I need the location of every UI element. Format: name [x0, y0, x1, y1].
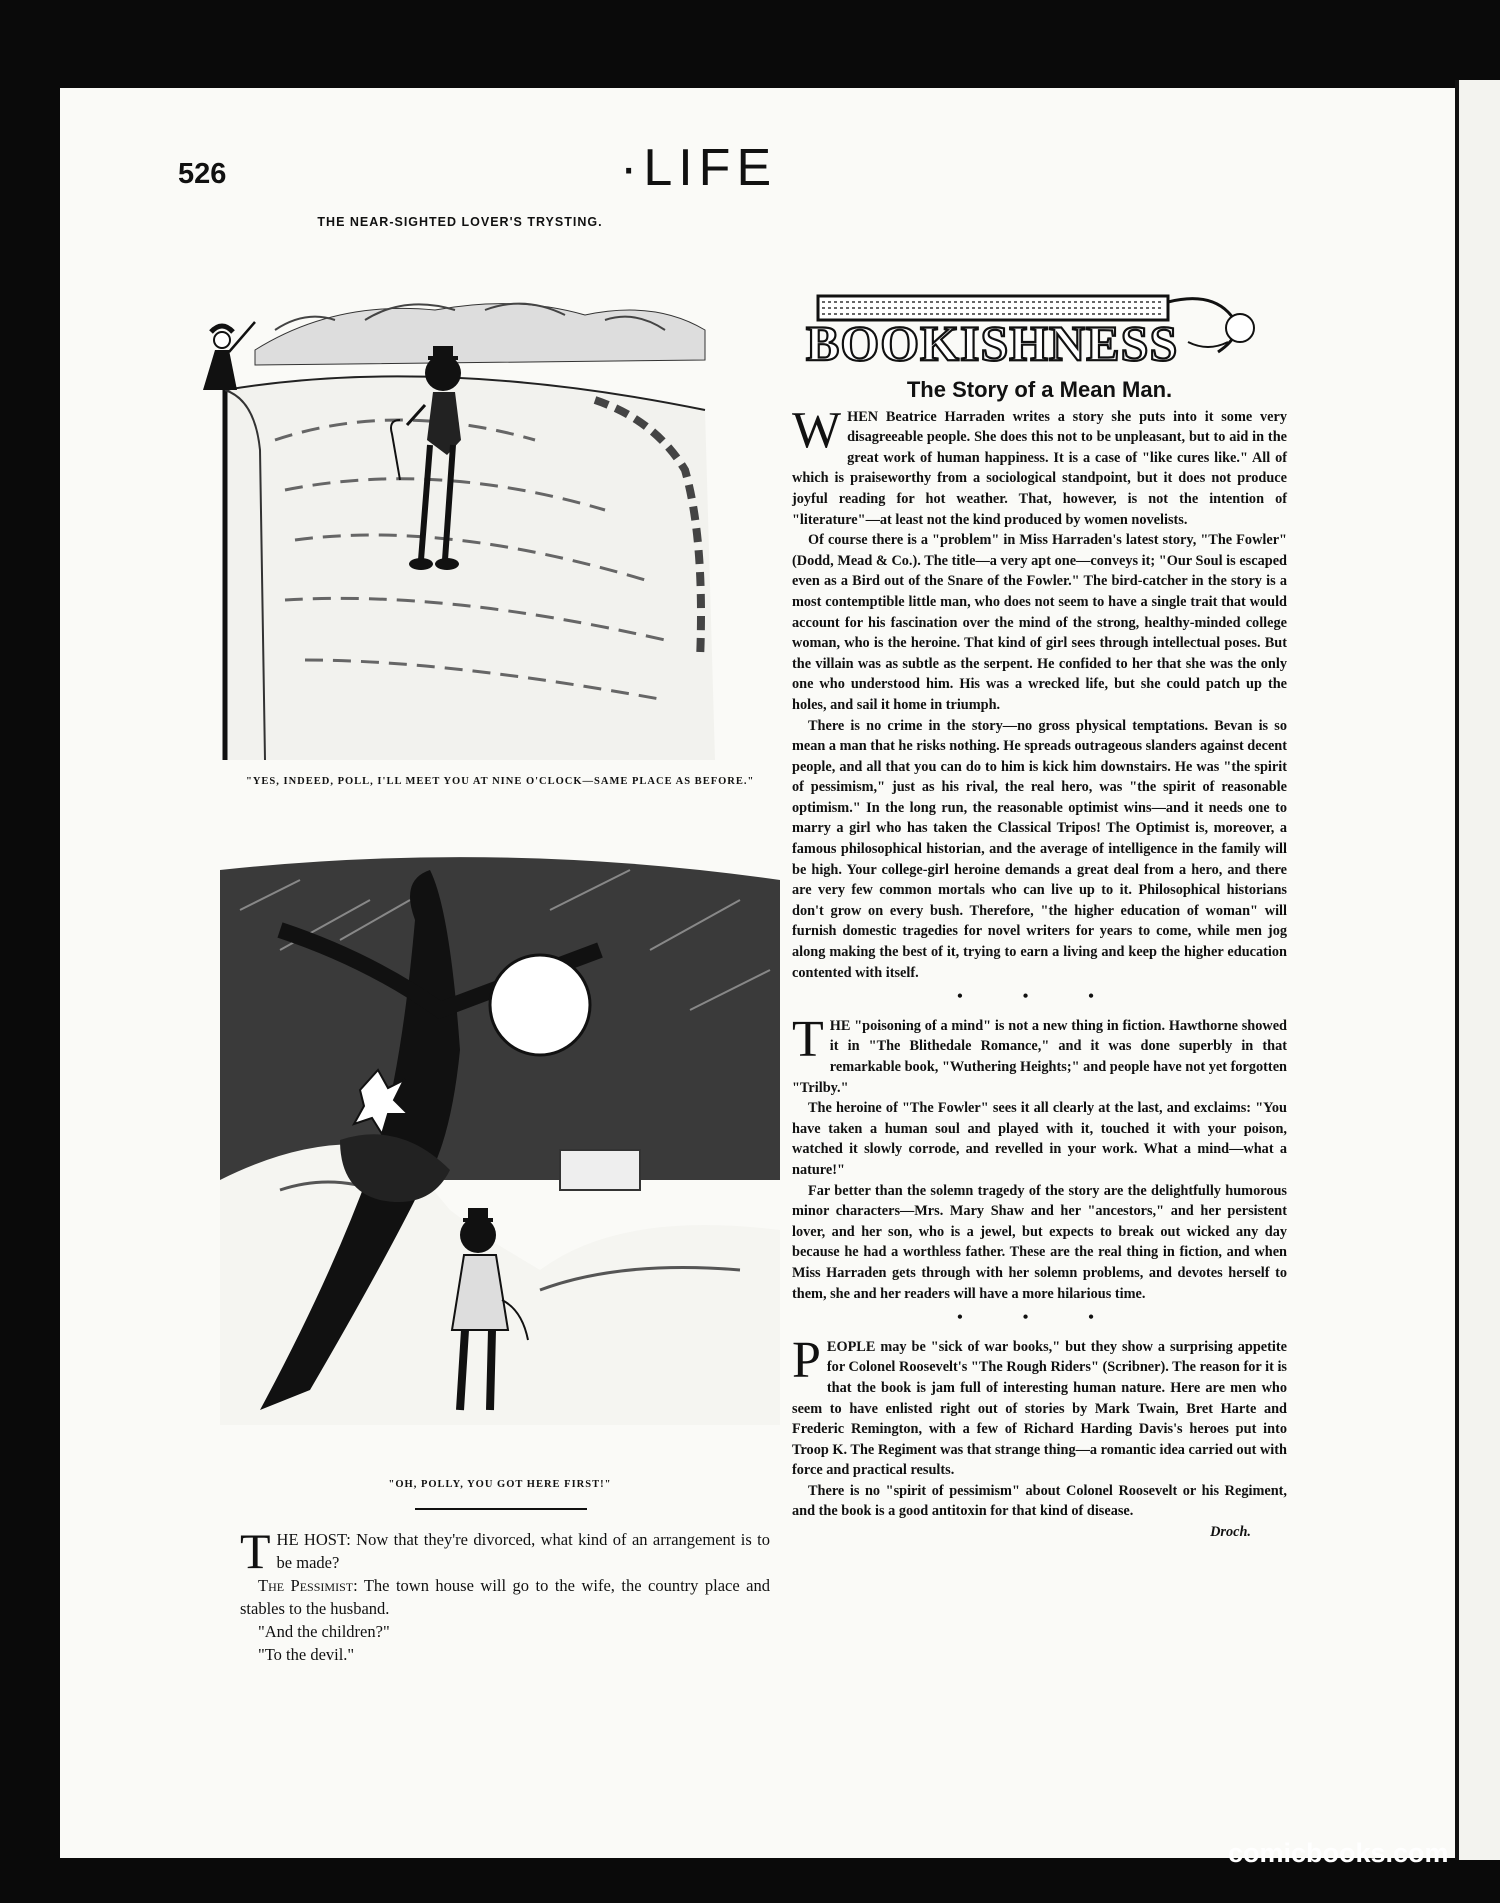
paragraph-text: HEN Beatrice Harraden writes a story she puts into it some very disagreeable people. She does this not to be unpleasant, but to aid in the great work of human happiness. It is a case of "like cures like." All of which is praiseworthy from a sociological standpoint, but it does not produce joyful reading for hot weather. That, however, is not the intention of "literature"—at least not the kind produced by women novelists.: [792, 408, 1287, 528]
pessimist-line: : The town house will go to the wife, the country place and stables to the husband.: [240, 1576, 770, 1618]
section-divider-dots: • • •: [957, 988, 1122, 1006]
bookishness-banner: [798, 292, 1278, 372]
column-paragraph-7: [792, 1331, 1287, 1481]
cherub-icon: [1226, 314, 1254, 342]
bookishness-column: [792, 377, 1288, 1543]
adjacent-page-edge: [1455, 80, 1500, 1860]
dialogue-line-host: [240, 1523, 770, 1579]
speaker-host: HE HOST: [276, 1530, 347, 1549]
column-paragraph-5: The heroine of "The Fowler" sees it all clearly at the last, and exclaims: "You have taken a human soul and played with it, touched it with your poison, watched it slowly corrode, and revelled in your work. What a mind—what a nature!": [792, 1100, 1287, 1178]
site-watermark: comicbooks.com: [1228, 1838, 1449, 1868]
drop-cap: T: [792, 1010, 824, 1068]
cartoon-bottom-caption: "OH, POLLY, YOU GOT HERE FIRST!": [388, 1479, 612, 1490]
author-signature: Droch.: [1210, 1524, 1251, 1541]
column-paragraph-3: There is no crime in the story—no gross physical temptations. Bevan is so mean a man that he risks nothing. He spreads outrageous slanders against decent people, and all that you can do to him is kick him downstairs. He was "the spirit of pessimism," just as his rival, the real hero, was "the spirit of reasonable optimism." In the long run, the reasonable optimist wins—and it needs one to marry a girl who has taken the Classical Tripos! The Optimist is, moreover, a famous philosophical historian, and the average of intelligence in the family will be high. Your college-girl heroine demands a great deal from a hero, and there are very few common mortals who can live up to it. Philosophical historians don't grow on every bush. Therefore, "the higher education of woman" will furnish domestic tragedies for novel writers for years to come, while men jog along making the best of it, trying to earn a living and keep the higher education contented with itself.: [792, 717, 1288, 981]
column-paragraph-1: [792, 401, 1287, 531]
column-paragraph-2: Of course there is a "problem" in Miss Harraden's latest story, "The Fowler" (Dodd, Mead & Co.). The title—a very apt one—conveys it; "Our Soul is escaped even as a Bird out of the Snare of the Fowler." The bird-catcher in the story is a most contemptible little man, who does not seem to have a single trait that would account for his fascination over the mind of the strong, healthy-minded college woman, who is the heroine. That kind of girl sees through intellectual poses. But the villain was as subtle as the serpent. He confided to her that she was the only one who understood him. His was a wrecked life, but she could patch up the holes, and sail it home in triumph.: [792, 532, 1287, 713]
cartoon-trysting-illustration: [185, 240, 755, 770]
speaker-pessimist: The Pessimist: [258, 1576, 354, 1595]
paragraph-text: HE "poisoning of a mind" is not a new thing in fiction. Hawthorne showed it in "The Blithedale Romance," and it was done superbly in that remarkable book, "Wuthering Heights;" and people have not yet forgotten "Trilby.": [792, 1017, 1287, 1096]
section-divider-rule: [415, 1508, 587, 1510]
cartoon-title: THE NEAR-SIGHTED LOVER'S TRYSTING.: [317, 215, 603, 229]
dialogue-line-pessimist: [240, 1574, 770, 1620]
cartoon-moonlit-illustration: [220, 850, 780, 1425]
drop-cap: P: [792, 1331, 821, 1389]
host-line: : Now that they're divorced, what kind of an arrangement is to be made?: [276, 1530, 770, 1572]
cartoon-top-caption: "YES, INDEED, POLL, I'LL MEET YOU AT NINE O'CLOCK—SAME PLACE AS BEFORE.": [246, 776, 755, 787]
column-paragraph-6: Far better than the solemn tragedy of the story are the delightfully humorous minor characters—Mrs. Mary Shaw and her "ancestors," and her persistent lover, and her son, who is a jewel, but expects to break out wicked any day because he had a worthless father. These are the real thing in fiction, and when Miss Harraden gets through with her solemn problems, and devotes herself to them, she and her readers will have a more hilarious time.: [792, 1182, 1287, 1302]
dialogue-line-3: "And the children?": [258, 1622, 390, 1641]
woman-figure-icon: [203, 322, 255, 390]
masthead: ·LIFE: [620, 139, 778, 197]
moon-icon: [490, 955, 590, 1055]
dialogue-line-4: "To the devil.": [258, 1645, 355, 1664]
drop-cap: T: [240, 1523, 271, 1579]
banner-word: BOOKISHNESS: [806, 315, 1179, 371]
column-paragraph-8: There is no "spirit of pessimism" about Colonel Roosevelt or his Regiment, and the book is a good antitoxin for that kind of disease.: [792, 1482, 1287, 1520]
paragraph-text: EOPLE may be "sick of war books," but they show a surprising appetite for Colonel Roosevelt's "The Rough Riders" (Scribner). The reason for it is that the book is jam full of interesting human nature. Here are men who seem to have enlisted right out of stories by Mark Twain, Bret Harte and Frederic Remington, with a few of Richard Harding Davis's heroes put into Troop K. The Regiment was that strange thing—a romantic idea carried out with force and practical results.: [792, 1338, 1287, 1479]
host-pessimist-dialogue: [240, 1523, 770, 1666]
column-paragraph-4: [792, 1010, 1287, 1098]
article-title: The Story of a Mean Man.: [906, 377, 1173, 402]
drop-cap: W: [792, 401, 842, 459]
page-number: 526: [178, 158, 227, 190]
section-divider-dots: • • •: [957, 1309, 1122, 1327]
